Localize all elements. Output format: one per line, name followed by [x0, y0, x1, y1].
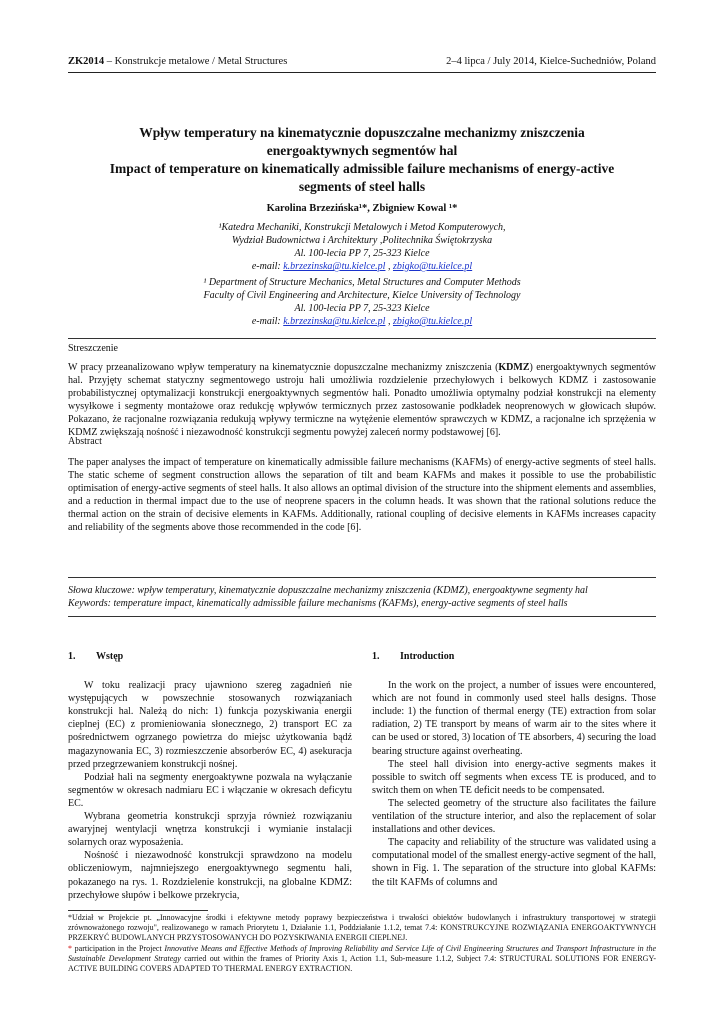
running-header-right: 2–4 lipca / July 2014, Kielce-Suchedniów, Poland — [446, 56, 656, 67]
email-link-brzezinska[interactable]: k.brzezinska@tu.kielce.pl — [283, 261, 386, 272]
section-heading-wstep — [68, 650, 352, 663]
paragraph: In the work on the project, a number of issues were encountered, which are not found in commonly used steel halls designs. Those include: 1) the function of thermal energy (TE) extraction from solar radiation, 2) TE transport by means of warm air to the sites where it can be used or stored, 3) location of TE absorbers, 4) securing the load bearing structure against overheating. — [372, 680, 656, 757]
email-link-kowal[interactable]: zbigko@tu.kielce.pl — [392, 261, 473, 272]
section-title: Introduction — [400, 651, 455, 662]
author-list: Karolina Brzezińska¹*, Zbigniew Kowal ¹* — [266, 203, 458, 214]
keywords-pl: Słowa kluczowe: wpływ temperatury, kinematycznie dopuszczalne mechanizmy zniszczenia (KDMZ), energoaktywne segmenty hal — [68, 585, 588, 596]
email-separator: , — [385, 316, 393, 327]
abstract-heading: Abstract — [68, 436, 102, 447]
title-pl-line1: Wpływ temperatury na kinematycznie dopuszczalne mechanizmy zniszczenia — [139, 125, 585, 140]
footnote-marker: * — [68, 944, 72, 953]
footnote-en-start: participation in the Project — [72, 944, 165, 953]
footnote-pl: *Udział w Projekcie pt. „Innowacyjne środki i efektywne metody poprawy bezpieczeństwa i trwałości obiektów budowlanych i infrastruktury transportowej w strategii zrównoważonego rozwoju", realizowanego w ramach Priorytetu 1, Działanie 1.1, Poddziałanie 1.1.2, temat 7.4: KONSTRUKCYJNE ROZWIĄZANIA ENERGOAKTYWNYCH PRZEKRYĆ BUDOWLANYCH PRZYSTOSOWANYCH DO POZYSKIWANIA ENERGII CIEPLNEJ. — [68, 913, 656, 942]
kdmz-abbreviation: KDMZ — [498, 362, 530, 373]
title-pl-line2: energoaktywnych segmentów hal — [266, 143, 458, 158]
left-column-pl — [68, 650, 352, 902]
paper-title — [68, 124, 656, 196]
running-header — [68, 56, 656, 67]
running-header-left — [68, 56, 287, 67]
footnote-divider — [68, 910, 208, 911]
footnote-en — [68, 944, 656, 974]
keywords-en: Keywords: temperature impact, kinematically admissible failure mechanisms (KAFMs), energy-active segments of steel halls — [68, 598, 568, 610]
section-number: 1. — [68, 651, 76, 662]
body-divider — [68, 616, 656, 617]
affiliation-pl-line2: Wydział Budownictwa i Architektury ,Politechnika Świętokrzyska — [231, 235, 493, 246]
abstract-text: The paper analyses the impact of temperature on kinematically admissible failure mechanisms (KAFMs) of energy-active segments of steel halls. The static scheme of segment construction allows the separation of tilt and beam KAFMs and makes it possible to use the probabilistic optimisation of energy-active segments of steel halls. It also allows an optimal division of the structure into the shipment elements and assemblies, and a reduction in thermal impact due to the use of neoprene spacers in the column heads. It was shown that the rational solutions reduce the thermal action on the strain of decisive elements in KAFMs. Additionally, rational coupling of decisive elements in KAFMs increases capacity and reliability of the segments above those recommended in the code [6]. — [68, 457, 656, 534]
paragraph: Podział hali na segmenty energoaktywne pozwala na wyłączanie segmentów w okresach nadmiaru EC i włączanie w okresach deficytu EC. — [68, 771, 352, 809]
keywords-block — [68, 584, 656, 610]
abstract-top-divider — [68, 338, 656, 339]
streszczenie-text-start: W pracy przeanalizowano wpływ temperatury na kinematycznie dopuszczalne mechanizmy zniszczenia ( — [68, 362, 499, 373]
keywords-divider — [68, 577, 656, 578]
email-link-kowal[interactable]: zbigko@tu.kielce.pl — [392, 316, 473, 327]
paragraph: The steel hall division into energy-active segments makes it possible to switch off segments when excess TE is produced, and to switch them on when TE deficit needs to be compensated. — [372, 758, 656, 796]
streszczenie-heading: Streszczenie — [68, 343, 118, 354]
affiliation-pl-email — [68, 260, 656, 273]
email-prefix: e-mail: — [251, 261, 284, 272]
affiliation-pl — [68, 221, 656, 273]
right-column-en — [372, 650, 656, 889]
paragraph: The capacity and reliability of the structure was validated using a computational model of the smallest energy-active segment of the hall, shown in Fig. 1. The separation of the structure into global KAFMs: the tilt KAFMs of columns and — [372, 837, 656, 888]
streszczenie-text — [68, 361, 656, 440]
email-prefix: e-mail: — [251, 316, 284, 327]
title-en-line2: segments of steel halls — [298, 179, 426, 194]
section-number: 1. — [372, 651, 380, 662]
footnote-en-rest: carried out within the frames of Priority Axis 1, Action 1.1, Sub-measure 1.1.2, Subject 7.4: STRUCTURAL SOLUTIONS FOR ENERGY-ACTIVE BUILDING COVERS ADAPTED TO THERMAL ENERGY EXTRACTION. — [68, 954, 656, 973]
email-separator: , — [385, 261, 393, 272]
affiliation-pl-line1: ¹Katedra Mechaniki, Konstrukcji Metalowych i Metod Komputerowych, — [218, 222, 506, 233]
title-en-line1: Impact of temperature on kinematically admissible failure mechanisms of energy-active — [109, 161, 615, 176]
project-title: Innovative Means and Effective Methods of Improving Reliability and Service Life of Civil Engineering Structures and Transport Infrastructure in the Sustainable Development Strategy — [68, 944, 656, 963]
affiliation-en-line2: Faculty of Civil Engineering and Architecture, Kielce University of Technology — [203, 290, 521, 301]
affiliation-en — [68, 276, 656, 328]
streszczenie-text-rest: ) energoaktywnych segmentów hal. Przyjęty schemat statyczny segmentowego ustroju hali umożliwia rozdzielenie przechyłowych i belkowych KDMZ i zastosowanie probabilistycznej optymalizacji konstrukcji energoaktywnych segmentów hali. Ponadto umożliwia optymalny podział konstrukcji na elementy wysyłkowe i segmenty montażowe oraz redukcję wpływów termicznych przez zastosowanie podkładek neoprenowych w głowicach słupów. Pokazano, że racjonalne rozwiązania redukują wpływy termiczne na wytężenie elementów sprawczych w KDMZ, a racjonalne ich sprzężenia w KDMZ zwiększają nośność i niezawodność konstrukcji segmentu powyżej zaleceń normy podstawowej [6]. — [68, 362, 657, 439]
affiliation-en-email — [68, 315, 656, 328]
affiliation-en-line3: Al. 100-lecia PP 7, 25-323 Kielce — [294, 303, 430, 314]
header-divider — [68, 72, 656, 73]
email-link-brzezinska[interactable]: k.brzezinska@tu.kielce.pl — [283, 316, 386, 327]
affiliation-en-line1: ¹ Department of Structure Mechanics, Metal Structures and Computer Methods — [203, 277, 521, 288]
conference-subtitle: – Konstrukcje metalowe / Metal Structures — [104, 56, 288, 67]
section-heading-introduction — [372, 650, 656, 663]
paragraph: Nośność i niezawodność konstrukcji sprawdzono na modelu obliczeniowym, najmniejszego energoaktywnego segmentu hali, pokazanego na rys. 1. Rozdzielenie konstrukcji, na globalne KDMZ: przechyłowe słupów i belkowe przekrycia, — [68, 850, 352, 901]
paragraph: W toku realizacji pracy ujawniono szereg zagadnień nie występujących w powszechnie stosowanych rozwiązaniach konstrukcji hal. Należą do nich: 1) funkcja pozyskiwania energii cieplnej (EC) z promieniowania słonecznego, 2) transport EC za pośrednictwem ogrzanego powietrza do miejsc użytkowania bądź magazynowania EC, 3) rozmieszczenie absorberów EC, 4) asekuracja przed przegrzewaniem konstrukcji nośnej. — [68, 680, 352, 770]
paragraph: Wybrana geometria konstrukcji sprzyja również rozwiązaniu awaryjnej wentylacji wnętrza konstrukcji i wymianie instalacji solarnych oraz wyposażenia. — [68, 811, 352, 849]
conference-code: ZK2014 — [68, 56, 105, 67]
paragraph: The selected geometry of the structure also facilitates the failure ventilation of the structure interior, and also the replacement of solar installations and other devices. — [372, 797, 656, 836]
affiliation-pl-line3: Al. 100-lecia PP 7, 25-323 Kielce — [294, 248, 430, 259]
section-title: Wstęp — [96, 651, 124, 662]
